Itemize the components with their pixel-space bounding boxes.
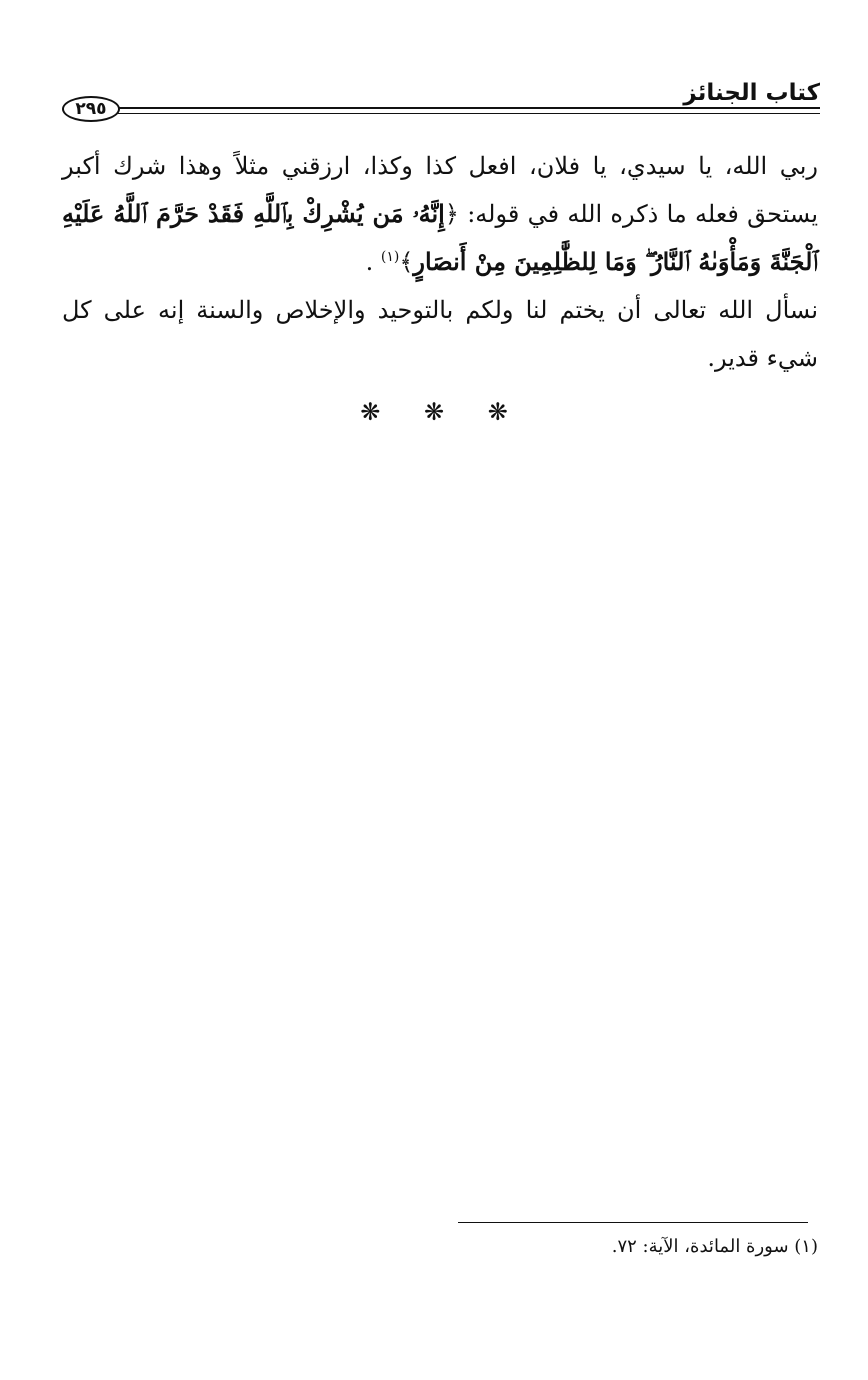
separator-star-icon: ❋ — [487, 398, 508, 426]
footnote-1: (١) سورة المائدة، الآية: ٧٢. — [611, 1236, 818, 1257]
paragraph-1-intro: ربي الله، يا سيدي، يا فلان، افعل كذا وكذا، ارزقني مثلاً وهذا شرك أكبر يستحق فعله ما ذكره الله في قوله: — [62, 152, 819, 228]
paragraph-1 — [62, 142, 818, 286]
separator-star-icon: ❋ — [423, 398, 445, 426]
book-title: كتاب الجنائز — [683, 80, 820, 106]
paragraph-1-end: . — [365, 248, 374, 276]
footnote-divider — [458, 1222, 808, 1223]
page-header — [60, 80, 820, 124]
quote-open-bracket: ﴿ — [444, 200, 459, 228]
quran-verse: إِنَّهُۥ مَن يُشْرِكْ بِٱللَّهِ فَقَدْ حَرَّمَ ٱللَّهُ عَلَيْهِ ٱلْجَنَّةَ وَمَأْوَىٰهُ ٱلنَّارُ ۖ وَمَا لِلظَّٰلِمِينَ مِنْ أَنصَارٍ — [62, 199, 818, 276]
section-separator — [0, 398, 868, 426]
separator-star-icon: ❋ — [360, 398, 381, 426]
page-number: ٢٩٥ — [62, 96, 120, 122]
main-text — [62, 142, 818, 382]
quote-close-bracket: ﴾ — [399, 248, 414, 276]
header-rule — [112, 107, 820, 114]
paragraph-2: نسأل الله تعالى أن يختم لنا ولكم بالتوحيد والإخلاص والسنة إنه على كل شيء قدير. — [62, 296, 818, 372]
footnote-reference: (١) — [380, 249, 400, 265]
